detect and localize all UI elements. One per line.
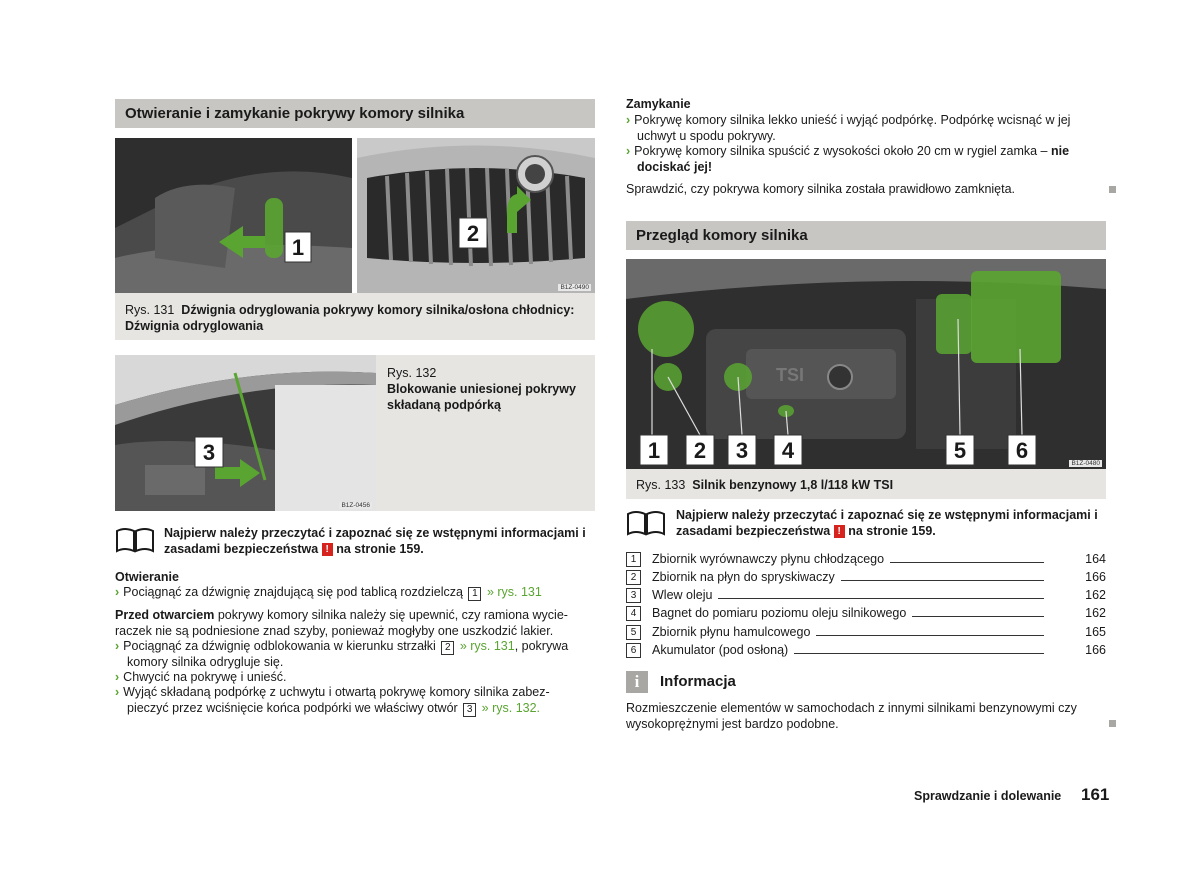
legend-row: 5 Zbiornik płynu hamulcowego 165 xyxy=(626,624,1106,641)
otwieranie-step-3: › Chwycić na pokrywę i unieść. xyxy=(115,670,287,684)
figure-131-title: Dźwignia odryglowania pokrywy komory silnika/osłona chłodnicy: Dźwignia odryglowania xyxy=(125,303,575,333)
info-icon: i xyxy=(626,671,648,693)
read-first-note-right xyxy=(626,510,666,541)
engine-badge-tsi: TSI xyxy=(776,365,805,385)
section-heading-engine-bay: Przegląd komory silnika xyxy=(626,221,1106,250)
figure-132-code: B1Z-0456 xyxy=(341,502,370,509)
figure-131-code: B1Z-0490 xyxy=(560,284,589,291)
arrow-bullet-icon: › xyxy=(115,685,120,699)
figure-133-caption xyxy=(626,469,1106,499)
figure-133-callout-2: 2 xyxy=(693,438,707,463)
arrow-bullet-icon: › xyxy=(626,144,631,158)
figure-131-number: Rys. 131 xyxy=(125,303,175,317)
note-text-left: Najpierw należy przeczytać i zapoznać się ze wstępnymi informacjami i zasadami bezpieczeństwa ! na stronie 159. xyxy=(164,526,586,556)
section-end-square-icon xyxy=(1109,720,1116,727)
otwieranie-paragraph: Przed otwarciem pokrywy komory silnika należy się upewnić, czy ramiona wycie- raczek nie są podniesione znad szyby, ponieważ mogłyby one uszkodzić lakier. xyxy=(115,608,568,638)
legend-row: 4 Bagnet do pomiaru poziomu oleju silnikowego 162 xyxy=(626,605,1106,622)
figure-133-callout-6: 6 xyxy=(1015,438,1029,463)
arrow-bullet-icon: › xyxy=(115,670,120,684)
figure-ref-131[interactable]: » rys. 131 xyxy=(486,585,542,599)
book-icon xyxy=(115,527,155,553)
figure-132-callout-3: 3 xyxy=(202,440,216,465)
arrow-bullet-icon: › xyxy=(115,585,120,599)
legend-row: 2 Zbiornik na płyn do spryskiwaczy 166 xyxy=(626,569,1106,586)
legend-row: 1 Zbiornik wyrównawczy płynu chłodzącego 164 xyxy=(626,551,1106,568)
otwieranie-step-4: › Wyjąć składaną podpórkę z uchwytu i otwartą pokrywę komory silnika zabez- pieczyć przez wciśnięcie końca podpórki we właściwy otwór 3 » rys. 132. xyxy=(115,685,550,715)
warning-icon: ! xyxy=(322,543,333,556)
info-text: Rozmieszczenie elementów w samochodach z innymi silnikami benzynowymi czy wysokoprężnymi jest bardzo podobne. xyxy=(626,701,1077,731)
figure-133-photo xyxy=(626,259,1106,469)
figure-132-photo xyxy=(115,355,376,511)
info-heading: Informacja xyxy=(660,673,736,690)
page-number: 161 xyxy=(1081,785,1110,804)
figure-132-title: Blokowanie uniesionej pokrywy składaną podpórką xyxy=(387,382,576,412)
section-heading-hood: Otwieranie i zamykanie pokrywy komory silnika xyxy=(115,99,595,128)
figure-133-callout-3: 3 xyxy=(735,438,749,463)
warning-icon: ! xyxy=(834,525,845,538)
figure-133-code: B1Z-0480 xyxy=(1071,460,1100,467)
otwieranie-step-2: › Pociągnąć za dźwignię odblokowania w kierunku strzałki 2 » rys. 131, pokrywa komory silnika odrygluje się. xyxy=(115,639,569,669)
legend-row: 6 Akumulator (pod osłoną) 166 xyxy=(626,642,1106,659)
figure-131-callout-2: 2 xyxy=(466,221,480,246)
legend-row: 3 Wlew oleju 162 xyxy=(626,587,1106,604)
figure-131-caption xyxy=(115,293,595,340)
figure-131-lever-photo xyxy=(115,138,352,293)
figure-133-callout-5: 5 xyxy=(953,438,967,463)
figure-133-callout-1: 1 xyxy=(647,438,661,463)
figure-133-number: Rys. 133 xyxy=(636,478,686,492)
zamykanie-check: Sprawdzić, czy pokrywa komory silnika została prawidłowo zamknięta. xyxy=(626,182,1016,196)
zamykanie-step-1: › Pokrywę komory silnika lekko unieść i wyjąć podpórkę. Podpórkę wcisnąć w jej uchwyt u spodu pokrywy. xyxy=(626,113,1071,143)
otwieranie-heading: Otwieranie xyxy=(115,570,179,584)
figure-ref-132[interactable]: » rys. 132. xyxy=(481,700,541,715)
figure-132-caption xyxy=(376,355,595,511)
footer-section-title: Sprawdzanie i dolewanie xyxy=(914,789,1062,803)
book-icon xyxy=(626,510,666,536)
figure-133-callout-4: 4 xyxy=(781,438,795,463)
zamykanie-step-2: › Pokrywę komory silnika spuścić z wysokości około 20 cm w rygiel zamka – nie dociskać jej! xyxy=(626,144,1070,174)
arrow-bullet-icon: › xyxy=(115,639,120,653)
figure-133-title: Silnik benzynowy 1,8 l/118 kW TSI xyxy=(692,478,894,492)
figure-131-grille-photo xyxy=(357,138,595,293)
figure-ref-131[interactable]: » rys. 131 xyxy=(459,639,515,653)
read-first-note-left xyxy=(115,527,155,558)
note-link-left[interactable]: na stronie 159. xyxy=(336,541,424,556)
note-text-right: Najpierw należy przeczytać i zapoznać się ze wstępnymi informacjami i zasadami bezpieczeństwa ! na stronie 159. xyxy=(676,508,1098,538)
callout-ref-2: 2 xyxy=(441,641,454,655)
note-link-right[interactable]: na stronie 159. xyxy=(848,523,936,538)
callout-ref-3: 3 xyxy=(463,703,476,717)
figure-131-callout-1: 1 xyxy=(291,235,305,260)
zamykanie-heading: Zamykanie xyxy=(626,97,691,111)
callout-ref-1: 1 xyxy=(468,587,481,601)
figure-132-number: Rys. 132 xyxy=(387,366,437,380)
arrow-bullet-icon: › xyxy=(626,113,631,127)
section-end-square-icon xyxy=(1109,186,1116,193)
otwieranie-step-1: › Pociągnąć za dźwignię znajdującą się pod tablicą rozdzielczą 1 » rys. 131 xyxy=(115,585,542,599)
